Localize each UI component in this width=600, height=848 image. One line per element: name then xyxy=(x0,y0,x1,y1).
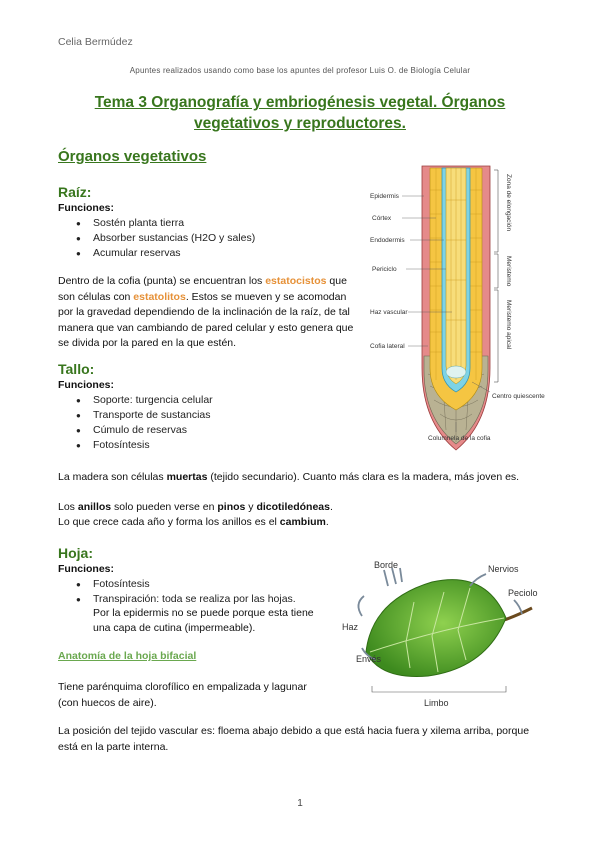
author-name: Celia Bermúdez xyxy=(58,36,133,48)
label-meristemo: Meristemo xyxy=(505,256,512,287)
tallo-funciones-label: Funciones: xyxy=(58,379,115,391)
raiz-paragraph: Dentro de la cofia (punta) se encuentran los estatocistos que son células con estatolitos. Estos se mueven y se acomodan por la gravedad dependiendo de la inclinación de la raíz, de tal manera que van cambiando de pared celular y esto genera que se divida por la pared en la que estén. xyxy=(58,275,354,349)
tallo-paragraph-1: La madera son células muertas (tejido secundario). Cuanto más clara es la madera, más joven es. xyxy=(58,471,520,483)
hoja-funciones-list xyxy=(76,577,296,607)
label-peciolo: Peciolo xyxy=(508,588,538,598)
leaf-diagram xyxy=(336,556,556,712)
tallo-paragraph-3: Lo que crece cada año y forma los anillos es el cambium. xyxy=(58,516,329,528)
label-meristemo-apical: Meristemo apical xyxy=(505,300,512,350)
estatocistos-term: estatocistos xyxy=(265,275,327,287)
tallo-funciones-list xyxy=(76,393,213,453)
anatomia-heading: Anatomía de la hoja bifacial xyxy=(58,650,197,662)
hoja-funciones-label: Funciones: xyxy=(58,563,115,575)
list-item: ● Fotosíntesis xyxy=(76,438,213,453)
label-cofia-lateral: Cofia lateral xyxy=(370,343,405,350)
label-epidermis: Epidermis xyxy=(370,193,399,200)
label-cortex: Córtex xyxy=(372,215,392,222)
list-item: ● Cúmulo de reservas xyxy=(76,423,213,438)
estatolitos-term: estatolitos xyxy=(133,290,186,303)
quiescent-center xyxy=(446,366,466,378)
list-item: ● Fotosíntesis xyxy=(76,577,296,592)
label-haz-vascular: Haz vascular xyxy=(370,309,408,316)
posicion-paragraph: La posición del tejido vascular es: floema abajo debido a que está hacia fuera y xilema arriba, porque está en la parte interna. xyxy=(58,725,530,753)
label-limbo: Limbo xyxy=(424,698,449,708)
hoja-extra-line-2: una capa de cutina (impermeable). xyxy=(93,622,256,634)
label-haz: Haz xyxy=(342,622,359,632)
list-item: ● Transpiración: toda se realiza por las hojas. xyxy=(76,592,296,607)
root-diagram xyxy=(366,160,545,460)
organos-vegetativos-heading: Órganos vegetativos xyxy=(58,148,207,165)
raiz-funciones-list xyxy=(76,216,255,261)
hoja-extra-line-1: Por la epidermis no se puede porque esta tiene xyxy=(93,607,314,619)
raiz-funciones-label: Funciones: xyxy=(58,202,115,214)
label-zona-elongacion: Zona de elongación xyxy=(505,174,512,232)
label-centro-line: Centro quiescente xyxy=(492,393,545,400)
label-borde: Borde xyxy=(374,560,399,570)
page-title: Tema 3 Organografía y embriogénesis vegetal. Órganos vegetativos y reproductores. xyxy=(94,94,506,132)
label-endodermis: Endodermis xyxy=(370,237,405,244)
label-nervios: Nervios xyxy=(488,564,519,574)
hoja-heading: Hoja: xyxy=(58,545,93,561)
document-subtitle: Apuntes realizados usando como base los apuntes del profesor Luis O. de Biología Celular xyxy=(129,66,471,75)
petiole xyxy=(504,608,532,620)
tallo-heading: Tallo: xyxy=(58,361,95,377)
list-item: ● Soporte: turgencia celular xyxy=(76,393,213,408)
list-item: ● Sostén planta tierra xyxy=(76,216,255,231)
anatomia-paragraph: Tiene parénquima clorofílico en empalizada y lagunar (con huecos de aire). xyxy=(58,681,307,709)
page-number: 1 xyxy=(297,798,303,809)
list-item: ● Transporte de sustancias xyxy=(76,408,213,423)
label-enves: Envés xyxy=(356,654,382,664)
label-columnela: Columnela de la cofia xyxy=(428,435,491,442)
list-item: ● Acumular reservas xyxy=(76,246,255,261)
tallo-paragraph-2: Los anillos solo pueden verse en pinos y dicotiledóneas. xyxy=(58,501,333,513)
raiz-heading: Raíz: xyxy=(58,184,92,200)
list-item: ● Absorber sustancias (H2O y sales) xyxy=(76,231,255,246)
label-centro-quiescente xyxy=(492,393,545,400)
label-periciclo: Periciclo xyxy=(372,266,397,273)
